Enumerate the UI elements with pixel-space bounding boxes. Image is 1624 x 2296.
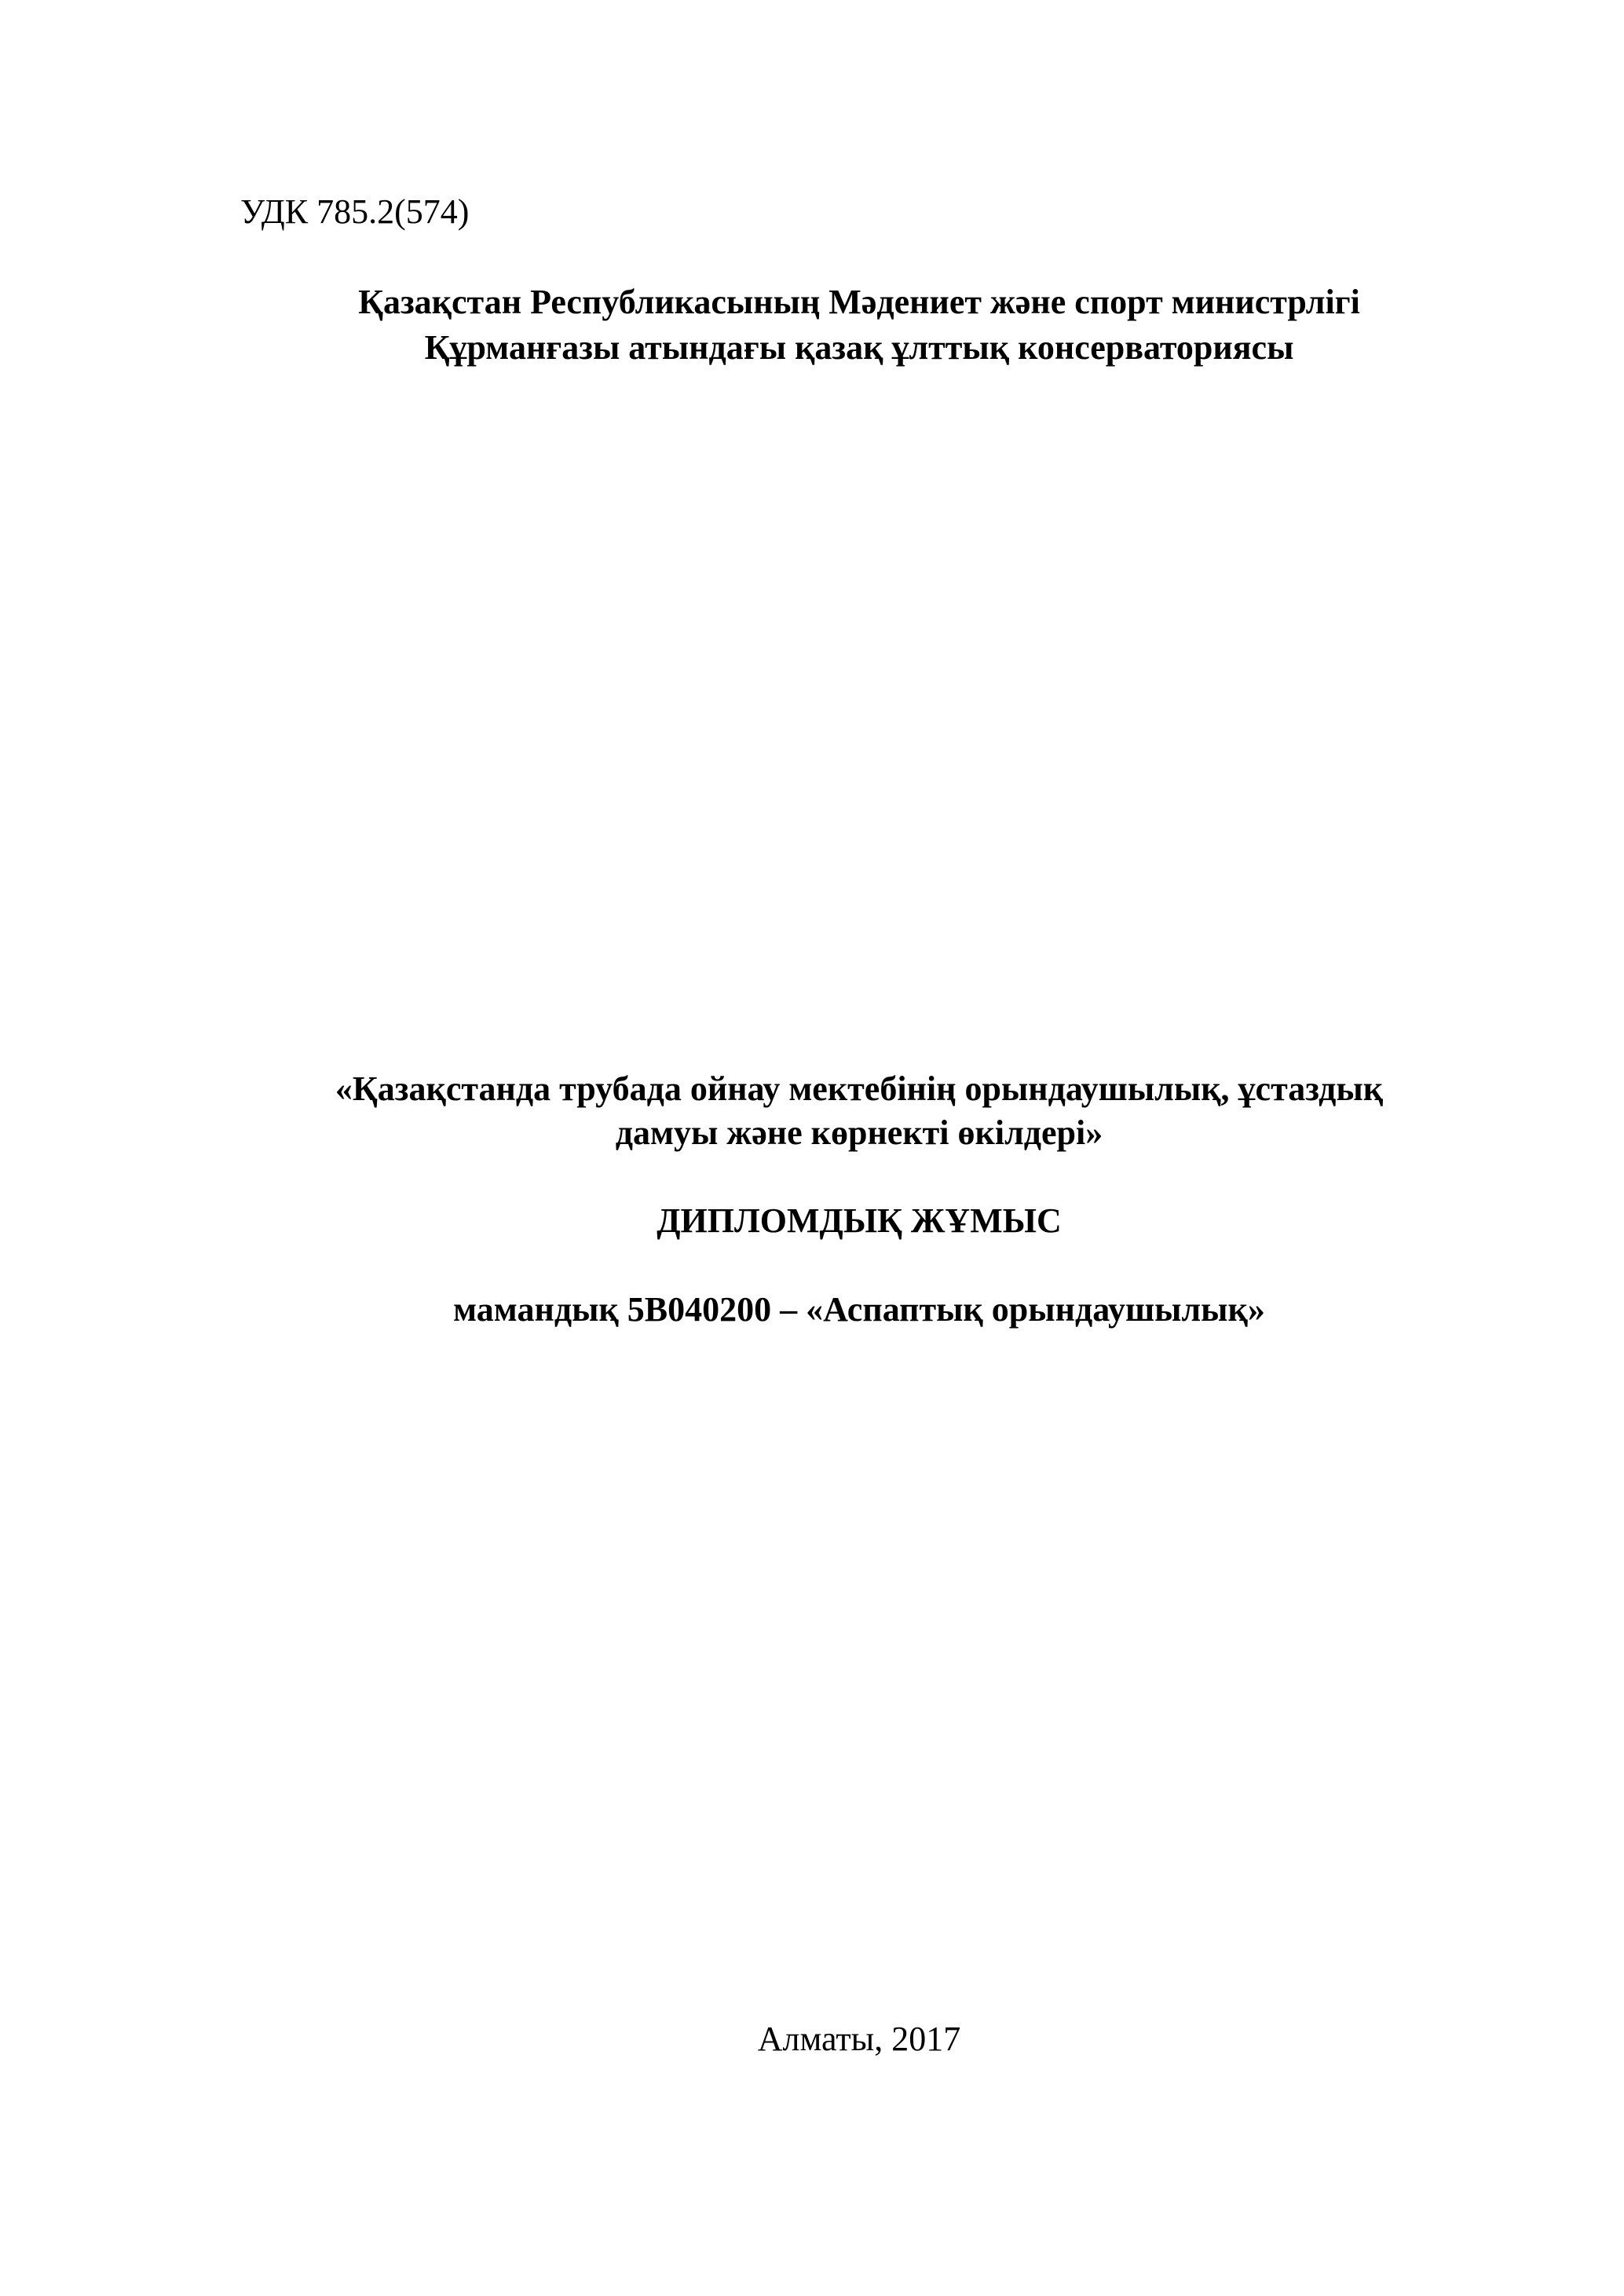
udk-code: УДК 785.2(574) bbox=[240, 192, 470, 231]
ministry-heading: Қазақстан Республикасының Мәдениет және спорт министрлігі bbox=[358, 283, 1360, 321]
institution-heading: Құрманғазы атындағы қазақ ұлттық консерваториясы bbox=[424, 328, 1294, 367]
thesis-title-line-1: «Қазақстанда трубада ойнау мектебінің орындаушылық, ұстаздық bbox=[335, 1069, 1384, 1108]
place-and-year: Алматы, 2017 bbox=[757, 2020, 961, 2058]
specialty-line: мамандық 5В040200 – «Аспаптық орындаушылық» bbox=[453, 1290, 1265, 1329]
thesis-title-line-2: дамуы және көрнекті өкілдері» bbox=[615, 1113, 1103, 1152]
work-type-heading: ДИПЛОМДЫҚ ЖҰМЫС bbox=[657, 1201, 1062, 1240]
